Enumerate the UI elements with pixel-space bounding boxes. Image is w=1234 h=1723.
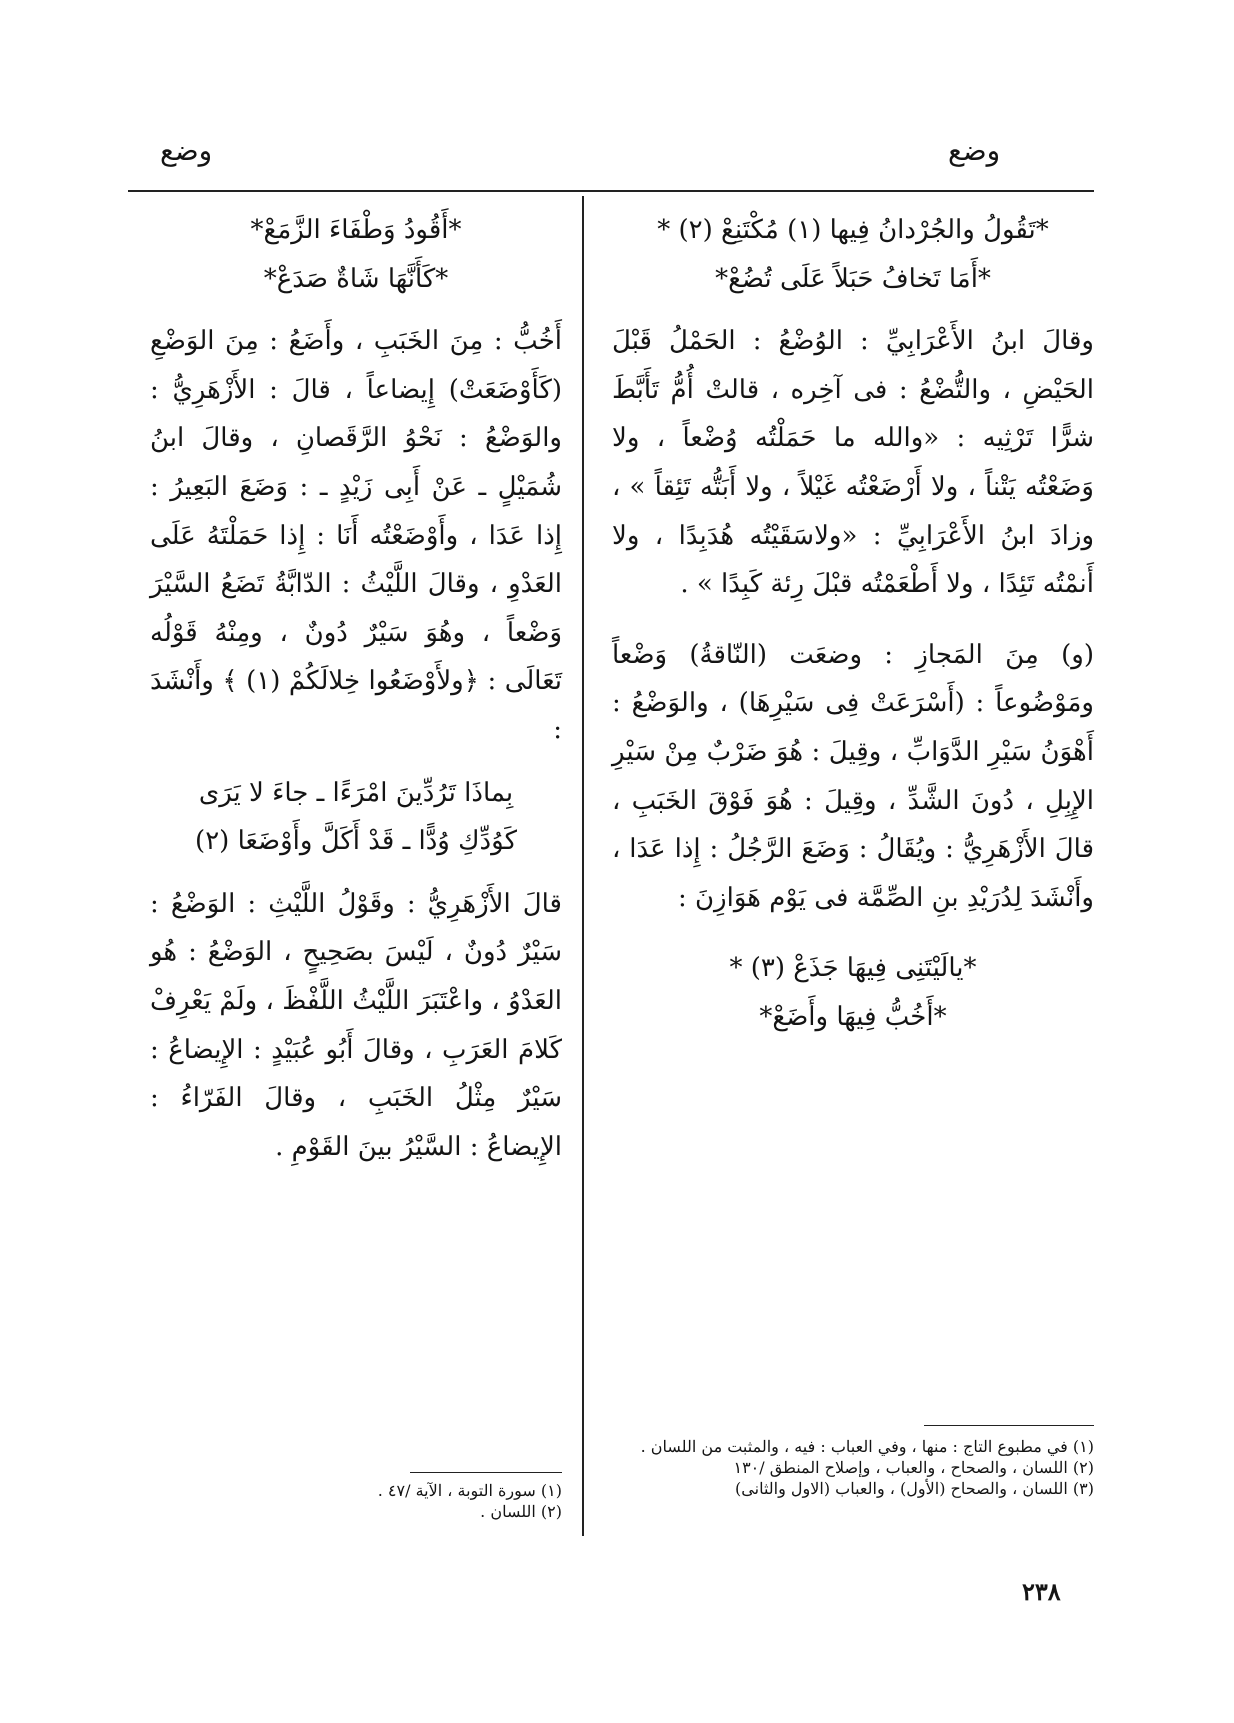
left-column: [150, 206, 562, 1171]
verse-line: *يالَيْتَنِى فِيهَا جَذَعْ (٣) *: [729, 953, 977, 984]
verse-line: *أَخُبُّ فِيهَا وأَضَعْ*: [759, 1001, 947, 1032]
page-number: ٢٣٨: [1022, 1577, 1061, 1606]
footnote: (٢) اللسان ، والصحاح ، والعباب ، وإصلاح المنطق /١٣٠: [733, 1458, 1094, 1477]
footnote-rule: [410, 1472, 562, 1473]
verse-line: كَوُدِّكِ وُدًّا ـ قَدْ أَكَلَّ وأَوْضَعَا (٢): [195, 826, 517, 857]
paragraph: أَخُبُّ : مِنَ الخَبَبِ ، وأَضَعُ : مِنَ الوَضْعِ (كَأَوْضَعَتْ) إِيضاعاً ، قالَ : الأَزْهَرِيُّ : والوَضْعُ : نَحْوُ الرَّقَصانِ ، وقالَ ابنُ شُمَيْلٍ ـ عَنْ أَبِى زَيْدٍ ـ : وَضَعَ البَعِيرُ : إِذا عَدَا ، وأَوْضَعْتُه أَنَا : إِذا حَمَلْتَهُ عَلَى العَدْوِ ، وقالَ اللَّيْثُ : الدّابَّةُ تَضَعُ السَّيْرَ وَضْعاً ، وهُوَ سَيْرٌ دُونٌ ، ومِنْهُ قَوْلُه تَعَالَى : ﴿ولأَوْضَعُوا خِلالَكُمْ (١) ﴾ وأَنْشَدَ :: [150, 326, 563, 745]
paragraph: وقالَ ابنُ الأَعْرَابِيِّ : الوُضْعُ : الحَمْلُ قَبْلَ الحَيْضِ ، والتُّضْعُ : فى آخِره ، قالتْ أُمُّ تَأَبَّطَ شرًّا تَرْثِيه : «والله ما حَمَلْتُه وُضْعاً ، ولا وَضَعْتُه يَتْناً ، ولا أَرْضَعْتُه غَيْلاً ، ولا أَبَتُّه تَئِقاً » ، وزادَ ابنُ الأَعْرَابِيِّ : «ولاسَقَيْتُه هُدَبِدًا ، ولا أَنمْتُه تَئِدًا ، ولا أَطْعَمْتُه قبْلَ رِئة كَبِدًا » .: [612, 326, 1094, 600]
verse-line: بِماذَا تَرُدِّينَ امْرَءًا ـ جاءَ لا يَرَى: [198, 777, 514, 808]
header-right-word: وضع: [948, 134, 1001, 167]
footnote: (١) في مطبوع التاج : منها ، وفي العباب : فيه ، والمثبت من اللسان .: [640, 1437, 1094, 1456]
paragraph: قالَ الأَزْهَرِيُّ : وقَوْلُ اللَّيْثِ : الوَضْعُ : سَيْرٌ دُونٌ ، لَيْسَ بصَحِيحٍ ، الوَضْعُ : هُو العَدْوُ ، واعْتَبَرَ اللَّيْثُ اللَّفْظَ ، ولَمْ يَعْرِفْ كَلامَ العَرَبِ ، وقالَ أَبُو عُبَيْدٍ : الإِيضاعُ : سَيْرٌ مِثْلُ الخَبَبِ ، وقالَ الفَرّاءُ : الإِيضاعُ : السَّيْرُ بينَ القَوْمِ .: [150, 888, 562, 1162]
verse-line: *أَمَا تَخافُ حَبَلاً عَلَى تُضُعْ*: [715, 263, 991, 294]
verse-line: *كَأَنَّهَا شَاةٌ صَدَعْ*: [263, 263, 449, 294]
verse-line: *تَقُولُ والجُرْدانُ فِيها (١) مُكْتَنِعْ (٢) *: [657, 215, 1049, 245]
right-column: [612, 206, 1094, 1042]
left-footnotes: [200, 1480, 562, 1522]
footnote: (١) سورة التوبة ، الآية /٤٧ .: [377, 1481, 562, 1500]
footnote: (٣) اللسان ، والصحاح (الأول) ، والعباب (الاول والثانى): [735, 1479, 1094, 1498]
verse-line: *أَقُودُ وَطْفَاءَ الزَّمَعْ*: [250, 215, 462, 245]
header-rule: [128, 190, 1094, 192]
paragraph: (و) مِنَ المَجازِ : وضعَت (النّاقةُ) وَضْعاً ومَوْضُوعاً : (أَسْرَعَتْ فِى سَيْرِهَا) ، والوَضْعُ : أَهْوَنُ سَيْرِ الدَّوَابِّ ، وقِيلَ : هُوَ ضَرْبٌ مِنْ سَيْرِ الإِبِلِ ، دُونَ الشَّدِّ ، وقِيلَ : هُوَ فَوْقَ الخَبَبِ ، قالَ الأَزْهَرِيُّ : ويُقَالُ : وَضَعَ الرَّجُلُ : إِذا عَدَا ، وأَنْشَدَ لِدُرَيْدِ بنِ الصِّمَّة فى يَوْم هَوَازِنَ :: [612, 639, 1094, 913]
footnote: (٢) اللسان .: [480, 1502, 562, 1521]
right-footnotes: [612, 1436, 1094, 1499]
header-left-word: وضع: [160, 134, 213, 167]
column-divider: [582, 196, 584, 1536]
footnote-rule: [924, 1425, 1094, 1426]
